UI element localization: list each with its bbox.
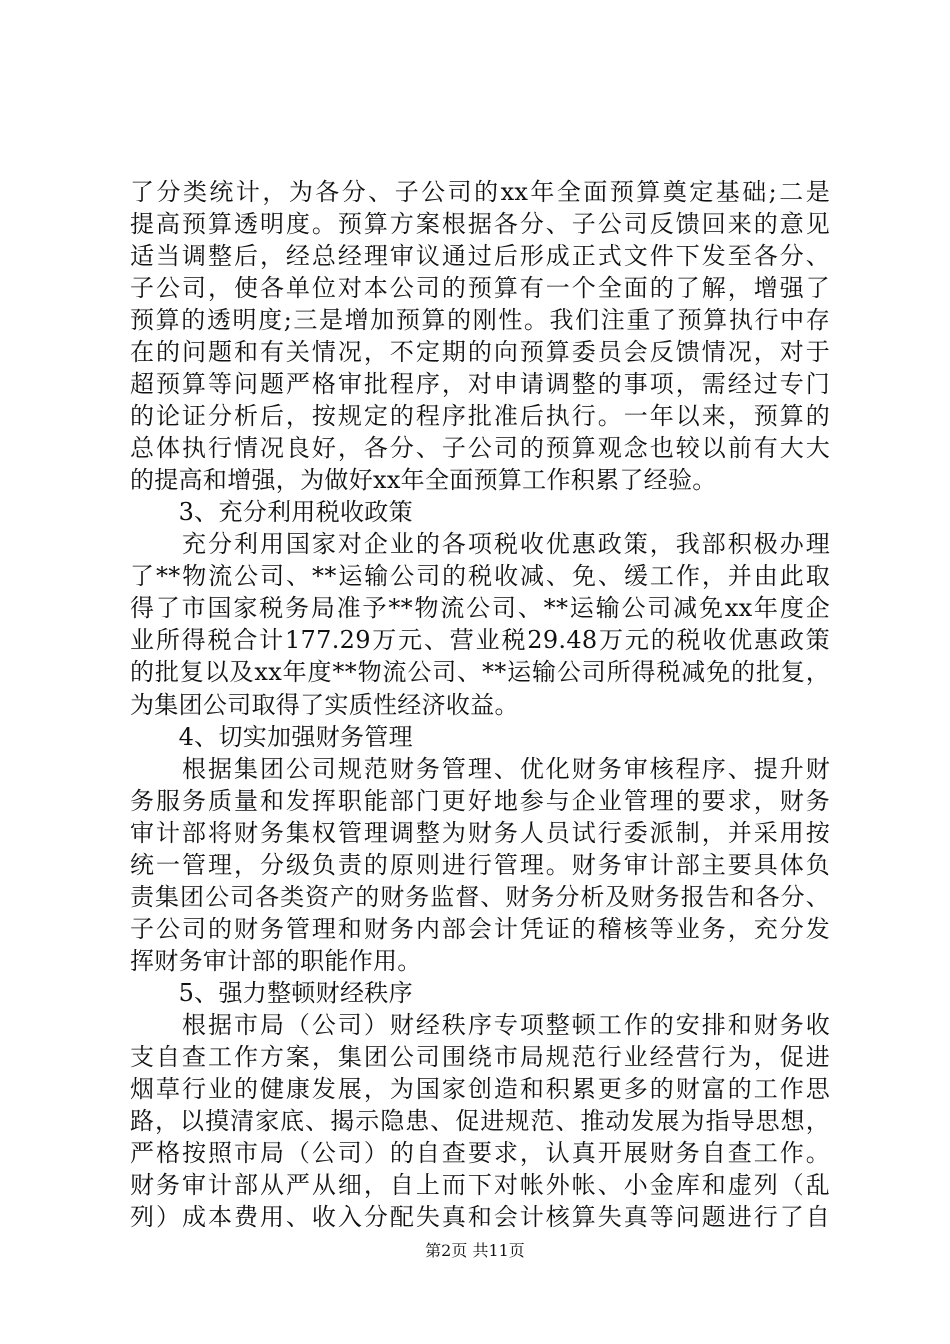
text-line: 审计部将财务集权管理调整为财务人员试行委派制，并采用按: [130, 819, 830, 847]
text-line: 的批复以及xx年度**物流公司、**运输公司所得税减免的批复，: [130, 658, 830, 686]
text-line: 业所得税合计177.29万元、营业税29.48万元的税收优惠政策: [130, 626, 830, 654]
text-line: 严格按照市局（公司）的自查要求，认真开展财务自查工作。: [130, 1139, 830, 1167]
text-line: 根据集团公司规范财务管理、优化财务审核程序、提升财: [130, 755, 830, 783]
text-line: 充分利用国家对企业的各项税收优惠政策，我部积极办理: [130, 530, 830, 558]
text-line: 子公司的财务管理和财务内部会计凭证的稽核等业务，充分发: [130, 915, 830, 943]
text-line: 路，以摸清家底、揭示隐患、促进规范、推动发展为指导思想，: [130, 1107, 830, 1135]
text-line: 支自查工作方案，集团公司围绕市局规范行业经营行为，促进: [130, 1043, 830, 1071]
text-line: 的论证分析后，按规定的程序批准后执行。一年以来，预算的: [130, 402, 830, 430]
text-line: 的提高和增强，为做好xx年全面预算工作积累了经验。: [130, 466, 717, 494]
text-line: 财务审计部从严从细，自上而下对帐外帐、小金库和虚列（乱: [130, 1171, 830, 1199]
text-line: 挥财务审计部的职能作用。: [130, 947, 422, 975]
section-heading: 3、充分利用税收政策: [130, 498, 413, 526]
page-footer: 第2页 共11页: [425, 1241, 525, 1260]
text-line: 务服务质量和发挥职能部门更好地参与企业管理的要求，财务: [130, 787, 830, 815]
text-line: 总体执行情况良好，各分、子公司的预算观念也较以前有大大: [130, 434, 830, 462]
text-line: 了**物流公司、**运输公司的税收减、免、缓工作，并由此取: [130, 562, 830, 590]
text-line: 烟草行业的健康发展，为国家创造和积累更多的财富的工作思: [130, 1075, 830, 1103]
text-line: 适当调整后，经总经理审议通过后形成正式文件下发至各分、: [130, 242, 830, 270]
text-line: 统一管理，分级负责的原则进行管理。财务审计部主要具体负: [130, 851, 830, 879]
text-line: 列）成本费用、收入分配失真和会计核算失真等问题进行了自: [130, 1203, 830, 1231]
text-line: 了分类统计，为各分、子公司的xx年全面预算奠定基础;二是: [130, 178, 830, 206]
text-line: 预算的透明度;三是增加预算的刚性。我们注重了预算执行中存: [130, 306, 830, 334]
text-line: 超预算等问题严格审批程序，对申请调整的事项，需经过专门: [130, 370, 830, 398]
text-line: 提高预算透明度。预算方案根据各分、子公司反馈回来的意见: [130, 210, 830, 238]
text-line: 责集团公司各类资产的财务监督、财务分析及财务报告和各分、: [130, 883, 830, 911]
section-heading: 5、强力整顿财经秩序: [130, 979, 413, 1007]
text-line: 根据市局（公司）财经秩序专项整顿工作的安排和财务收: [130, 1011, 830, 1039]
text-line: 在的问题和有关情况，不定期的向预算委员会反馈情况，对于: [130, 338, 830, 366]
text-line: 为集团公司取得了实质性经济收益。: [130, 691, 519, 719]
text-line: 子公司，使各单位对本公司的预算有一个全面的了解，增强了: [130, 274, 830, 302]
text-line: 得了市国家税务局准予**物流公司、**运输公司减免xx年度企: [130, 594, 830, 622]
section-heading: 4、切实加强财务管理: [130, 723, 413, 751]
